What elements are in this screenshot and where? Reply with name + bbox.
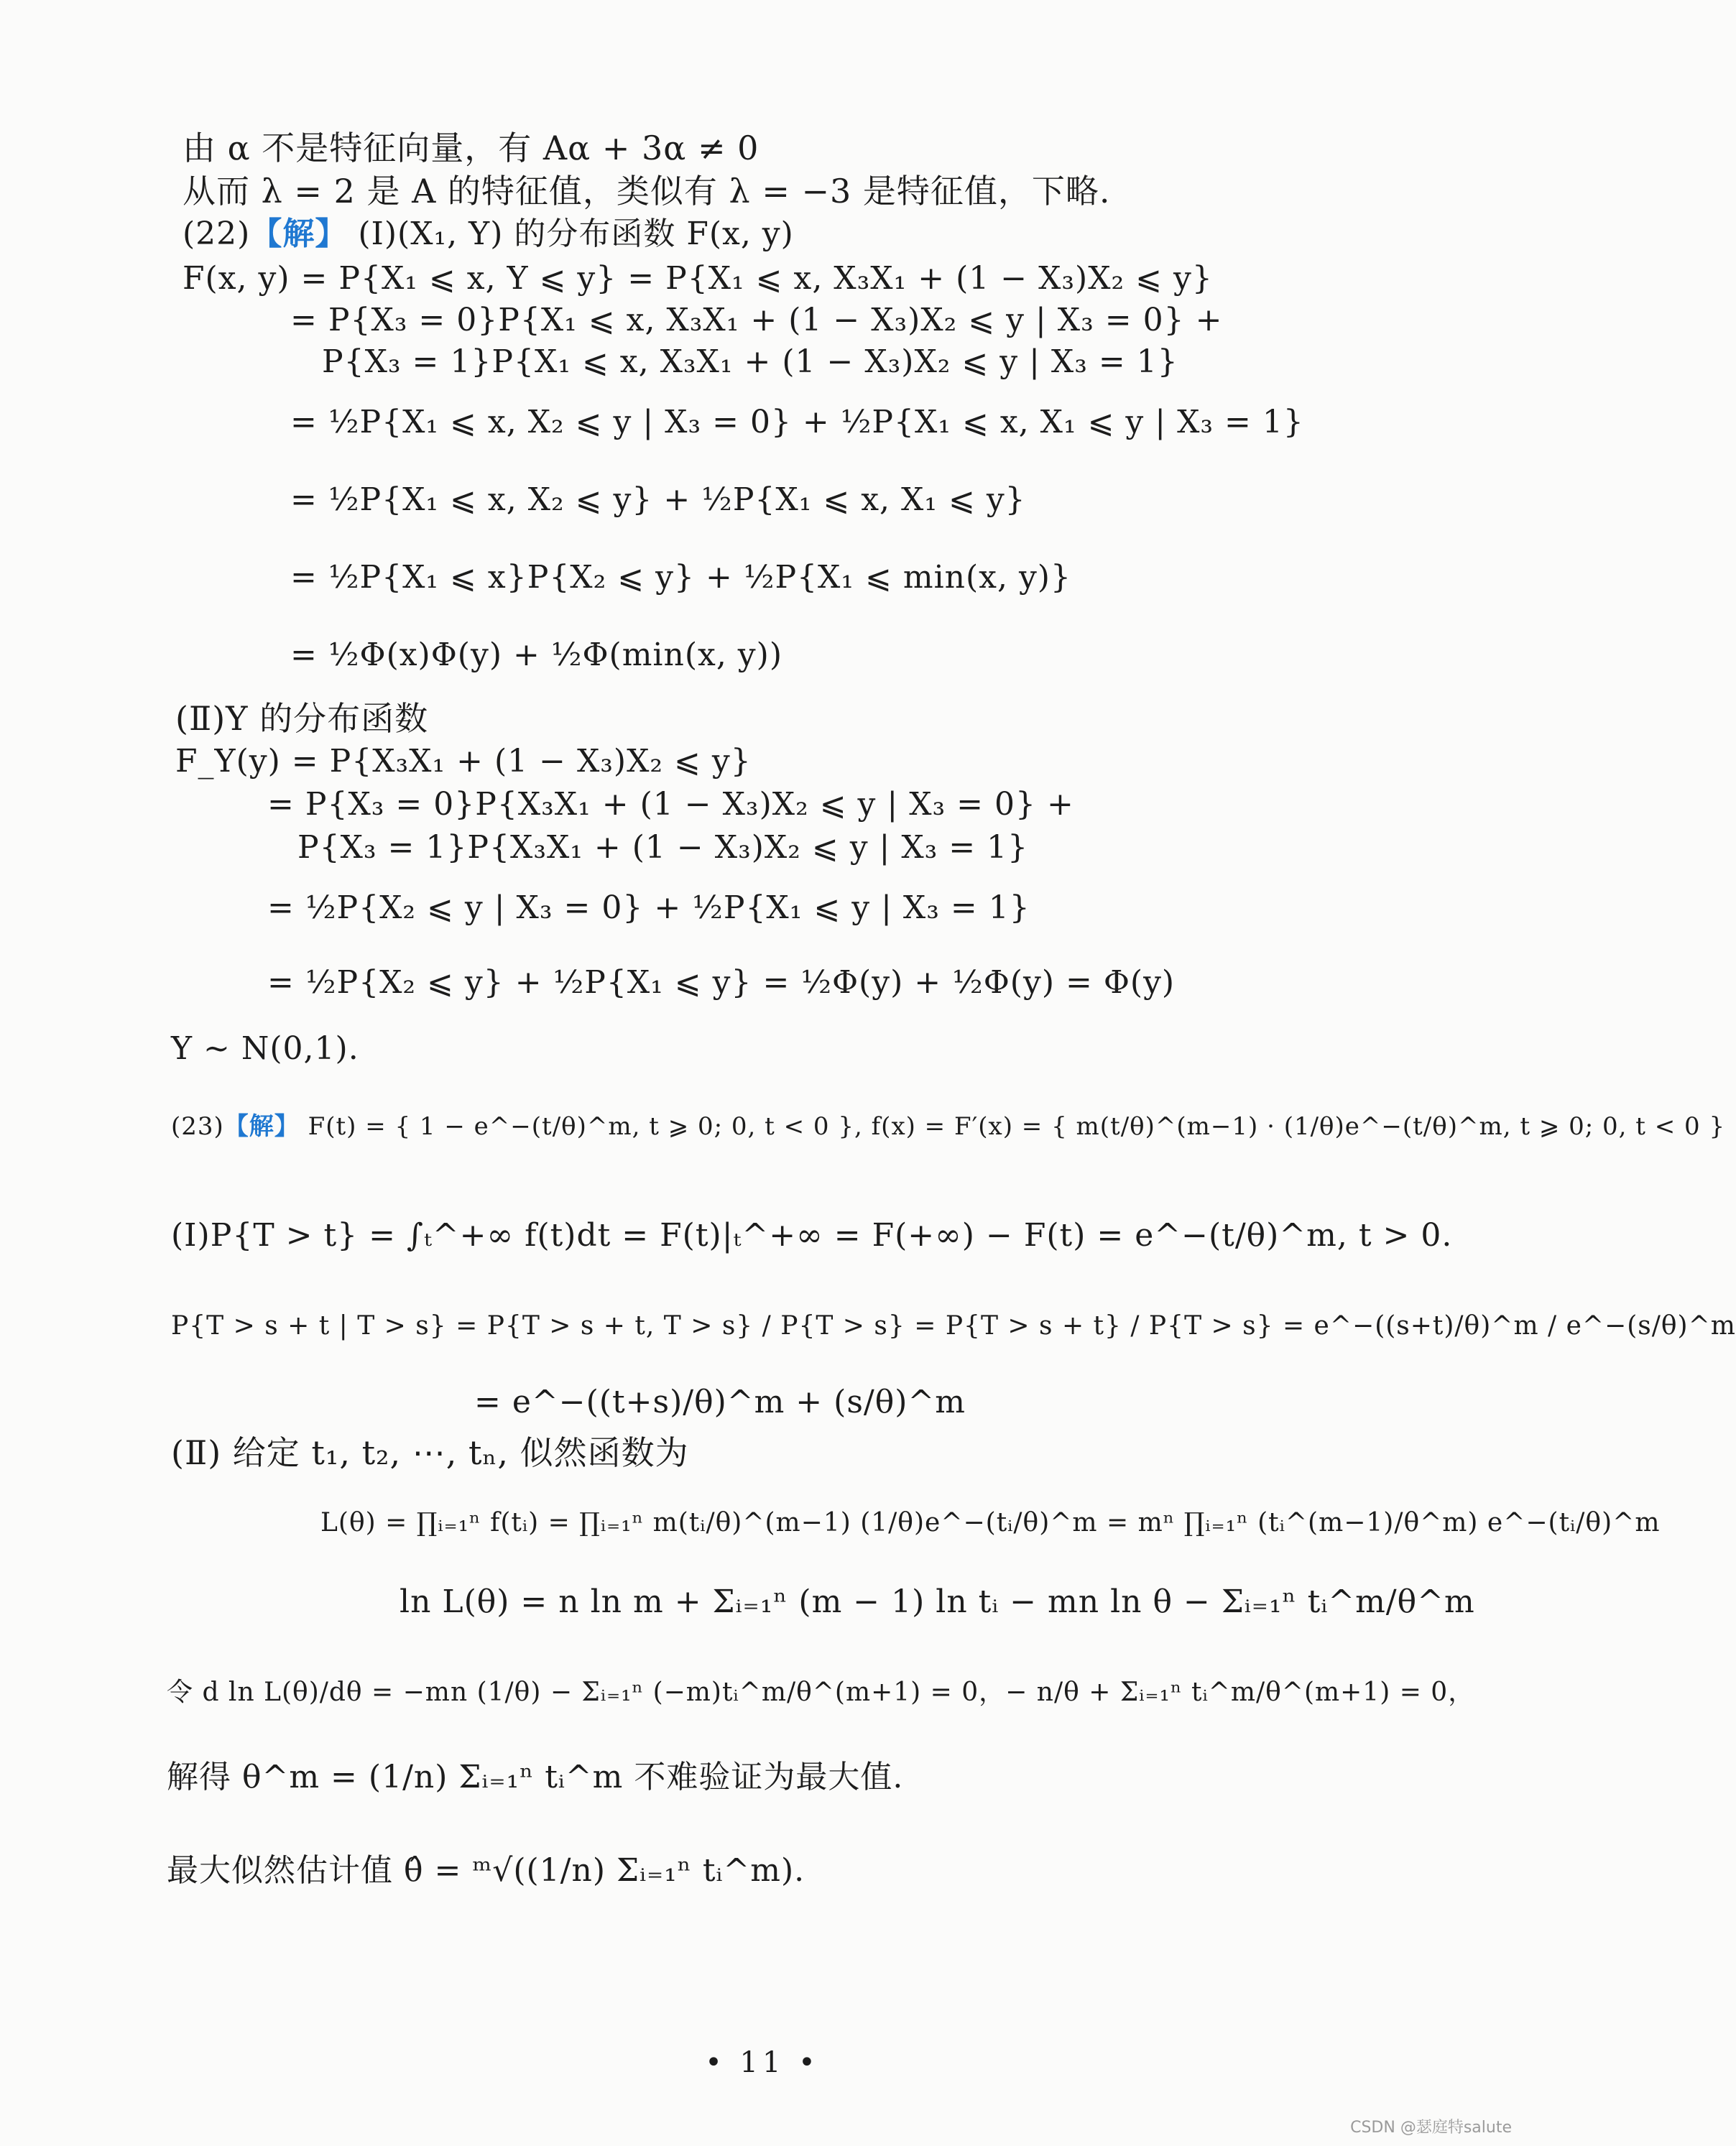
equation-text: F(t) = { 1 − e^−(t/θ)^m, t ⩾ 0; 0, t < 0 }, f(x) = F′(x) = { m(t/θ)^(m−1) · (1/θ)e^−(t/θ)^m, t ⩾ 0; 0, t < 0 } — [308, 1112, 1726, 1141]
equation-line — [474, 1382, 966, 1423]
watermark: CSDN @瑟庭特salute — [1350, 2119, 1512, 2137]
line-text: 从而 λ = 2 是 A 的特征值，类似有 λ = −3 是特征值，下略. — [183, 172, 1111, 211]
equation-text: 最大似然估计值 θ̂ = ᵐ√((1/n) Σᵢ₌₁ⁿ tᵢ^m). — [167, 1852, 805, 1889]
equation-line — [290, 402, 1304, 443]
equation-line — [175, 741, 752, 782]
line-text: (Ⅱ) 给定 t₁, t₂, ⋯, tₙ, 似然函数为 — [171, 1433, 689, 1472]
equation-text: F_Y(y) = P{X₃X₁ + (1 − X₃)X₂ ⩽ y} — [175, 743, 752, 780]
answer-tag: 【解】 — [223, 1112, 300, 1141]
equation-line — [167, 1757, 903, 1798]
line-text: (Ⅱ)Y 的分布函数 — [175, 699, 429, 738]
equation-line — [267, 963, 1175, 1003]
equation-text: F(x, y) = P{X₁ ⩽ x, Y ⩽ y} = P{X₁ ⩽ x, X₃X₁ + (1 − X₃)X₂ ⩽ y} — [183, 260, 1213, 297]
equation-text: = ½Φ(x)Φ(y) + ½Φ(min(x, y)) — [290, 637, 782, 673]
equation-text: 令 d ln L(θ)/dθ = −mn (1/θ) − Σᵢ₌₁ⁿ (−m)tᵢ^m/θ^(m+1) = 0，− n/θ + Σᵢ₌₁ⁿ tᵢ^m/θ^(m+1) = 0， — [167, 1678, 1475, 1707]
equation-text: = P{X₃ = 0}P{X₃X₁ + (1 − X₃)X₂ ⩽ y | X₃ = 0} + — [267, 786, 1074, 823]
equation-line — [290, 635, 782, 675]
equation-line — [171, 1306, 1736, 1346]
equation-text: (Ⅰ)P{T > t} = ∫ₜ^+∞ f(t)dt = F(t)|ₜ^+∞ = F(+∞) − F(t) = e^−(t/θ)^m, t > 0. — [171, 1217, 1453, 1254]
equation-line — [171, 1029, 359, 1069]
equation-text: = ½P{X₁ ⩽ x, X₂ ⩽ y | X₃ = 0} + ½P{X₁ ⩽ x, X₁ ⩽ y | X₃ = 1} — [290, 404, 1304, 440]
equation-line — [320, 1503, 1660, 1543]
answer-tag: 【解】 — [250, 216, 348, 252]
equation-line — [167, 1851, 805, 1891]
equation-line — [171, 1216, 1452, 1256]
text-line — [183, 128, 759, 168]
text-line — [183, 171, 1111, 211]
question-number: (22) — [183, 216, 251, 252]
equation-text: = P{X₃ = 0}P{X₁ ⩽ x, X₃X₁ + (1 − X₃)X₂ ⩽ y | X₃ = 0} + — [290, 302, 1223, 338]
q22-heading — [183, 214, 794, 254]
equation-line — [322, 342, 1178, 382]
equation-text: P{X₃ = 1}P{X₁ ⩽ x, X₃X₁ + (1 − X₃)X₂ ⩽ y | X₃ = 1} — [322, 343, 1178, 380]
equation-line — [290, 558, 1071, 598]
equation-text: = ½P{X₂ ⩽ y} + ½P{X₁ ⩽ y} = ½Φ(y) + ½Φ(y) = Φ(y) — [267, 964, 1176, 1001]
equation-text: P{T > s + t | T > s} = P{T > s + t, T > s} / P{T > s} = P{T > s + t} / P{T > s} = e^−((s+t)/θ)^m / e^−(s/θ)^m — [171, 1311, 1736, 1341]
equation-text: = ½P{X₁ ⩽ x, X₂ ⩽ y} + ½P{X₁ ⩽ x, X₁ ⩽ y} — [290, 481, 1026, 518]
equation-text: = ½P{X₁ ⩽ x}P{X₂ ⩽ y} + ½P{X₁ ⩽ min(x, y)} — [290, 559, 1071, 596]
page-number: • 11 • — [705, 2046, 820, 2079]
equation-line — [183, 259, 1213, 299]
text-line — [175, 698, 428, 739]
question-number: (23) — [171, 1112, 224, 1141]
equation-text: = e^−((t+s)/θ)^m + (s/θ)^m — [474, 1384, 966, 1420]
equation-text: L(θ) = ∏ᵢ₌₁ⁿ f(tᵢ) = ∏ᵢ₌₁ⁿ m(tᵢ/θ)^(m−1) (1/θ)e^−(tᵢ/θ)^m = mⁿ ∏ᵢ₌₁ⁿ (tᵢ^(m−1)/θ^m) e^−(tᵢ/θ)^m — [320, 1508, 1661, 1537]
equation-text: P{X₃ = 1}P{X₃X₁ + (1 − X₃)X₂ ⩽ y | X₃ = 1} — [297, 829, 1029, 866]
equation-line — [167, 1673, 1474, 1713]
equation-line — [297, 828, 1028, 868]
text-line — [171, 1433, 689, 1473]
equation-line — [290, 300, 1222, 341]
equation-text: 解得 θ^m = (1/n) Σᵢ₌₁ⁿ tᵢ^m 不难验证为最大值. — [167, 1759, 904, 1795]
equation-line — [267, 888, 1030, 928]
equation-line — [267, 785, 1074, 825]
q23-heading — [171, 1106, 1725, 1147]
equation-text: = ½P{X₂ ⩽ y | X₃ = 0} + ½P{X₁ ⩽ y | X₃ = 1} — [267, 889, 1030, 926]
line-text: 由 α 不是特征向量，有 Aα + 3α ≠ 0 — [183, 129, 760, 167]
equation-text: Y ~ N(0,1). — [171, 1030, 359, 1067]
equation-line — [400, 1582, 1475, 1622]
line-text: (Ⅰ)(X₁, Y) 的分布函数 F(x, y) — [358, 216, 794, 252]
equation-text: ln L(θ) = n ln m + Σᵢ₌₁ⁿ (m − 1) ln tᵢ − mn ln θ − Σᵢ₌₁ⁿ tᵢ^m/θ^m — [400, 1583, 1475, 1620]
equation-line — [290, 480, 1026, 520]
